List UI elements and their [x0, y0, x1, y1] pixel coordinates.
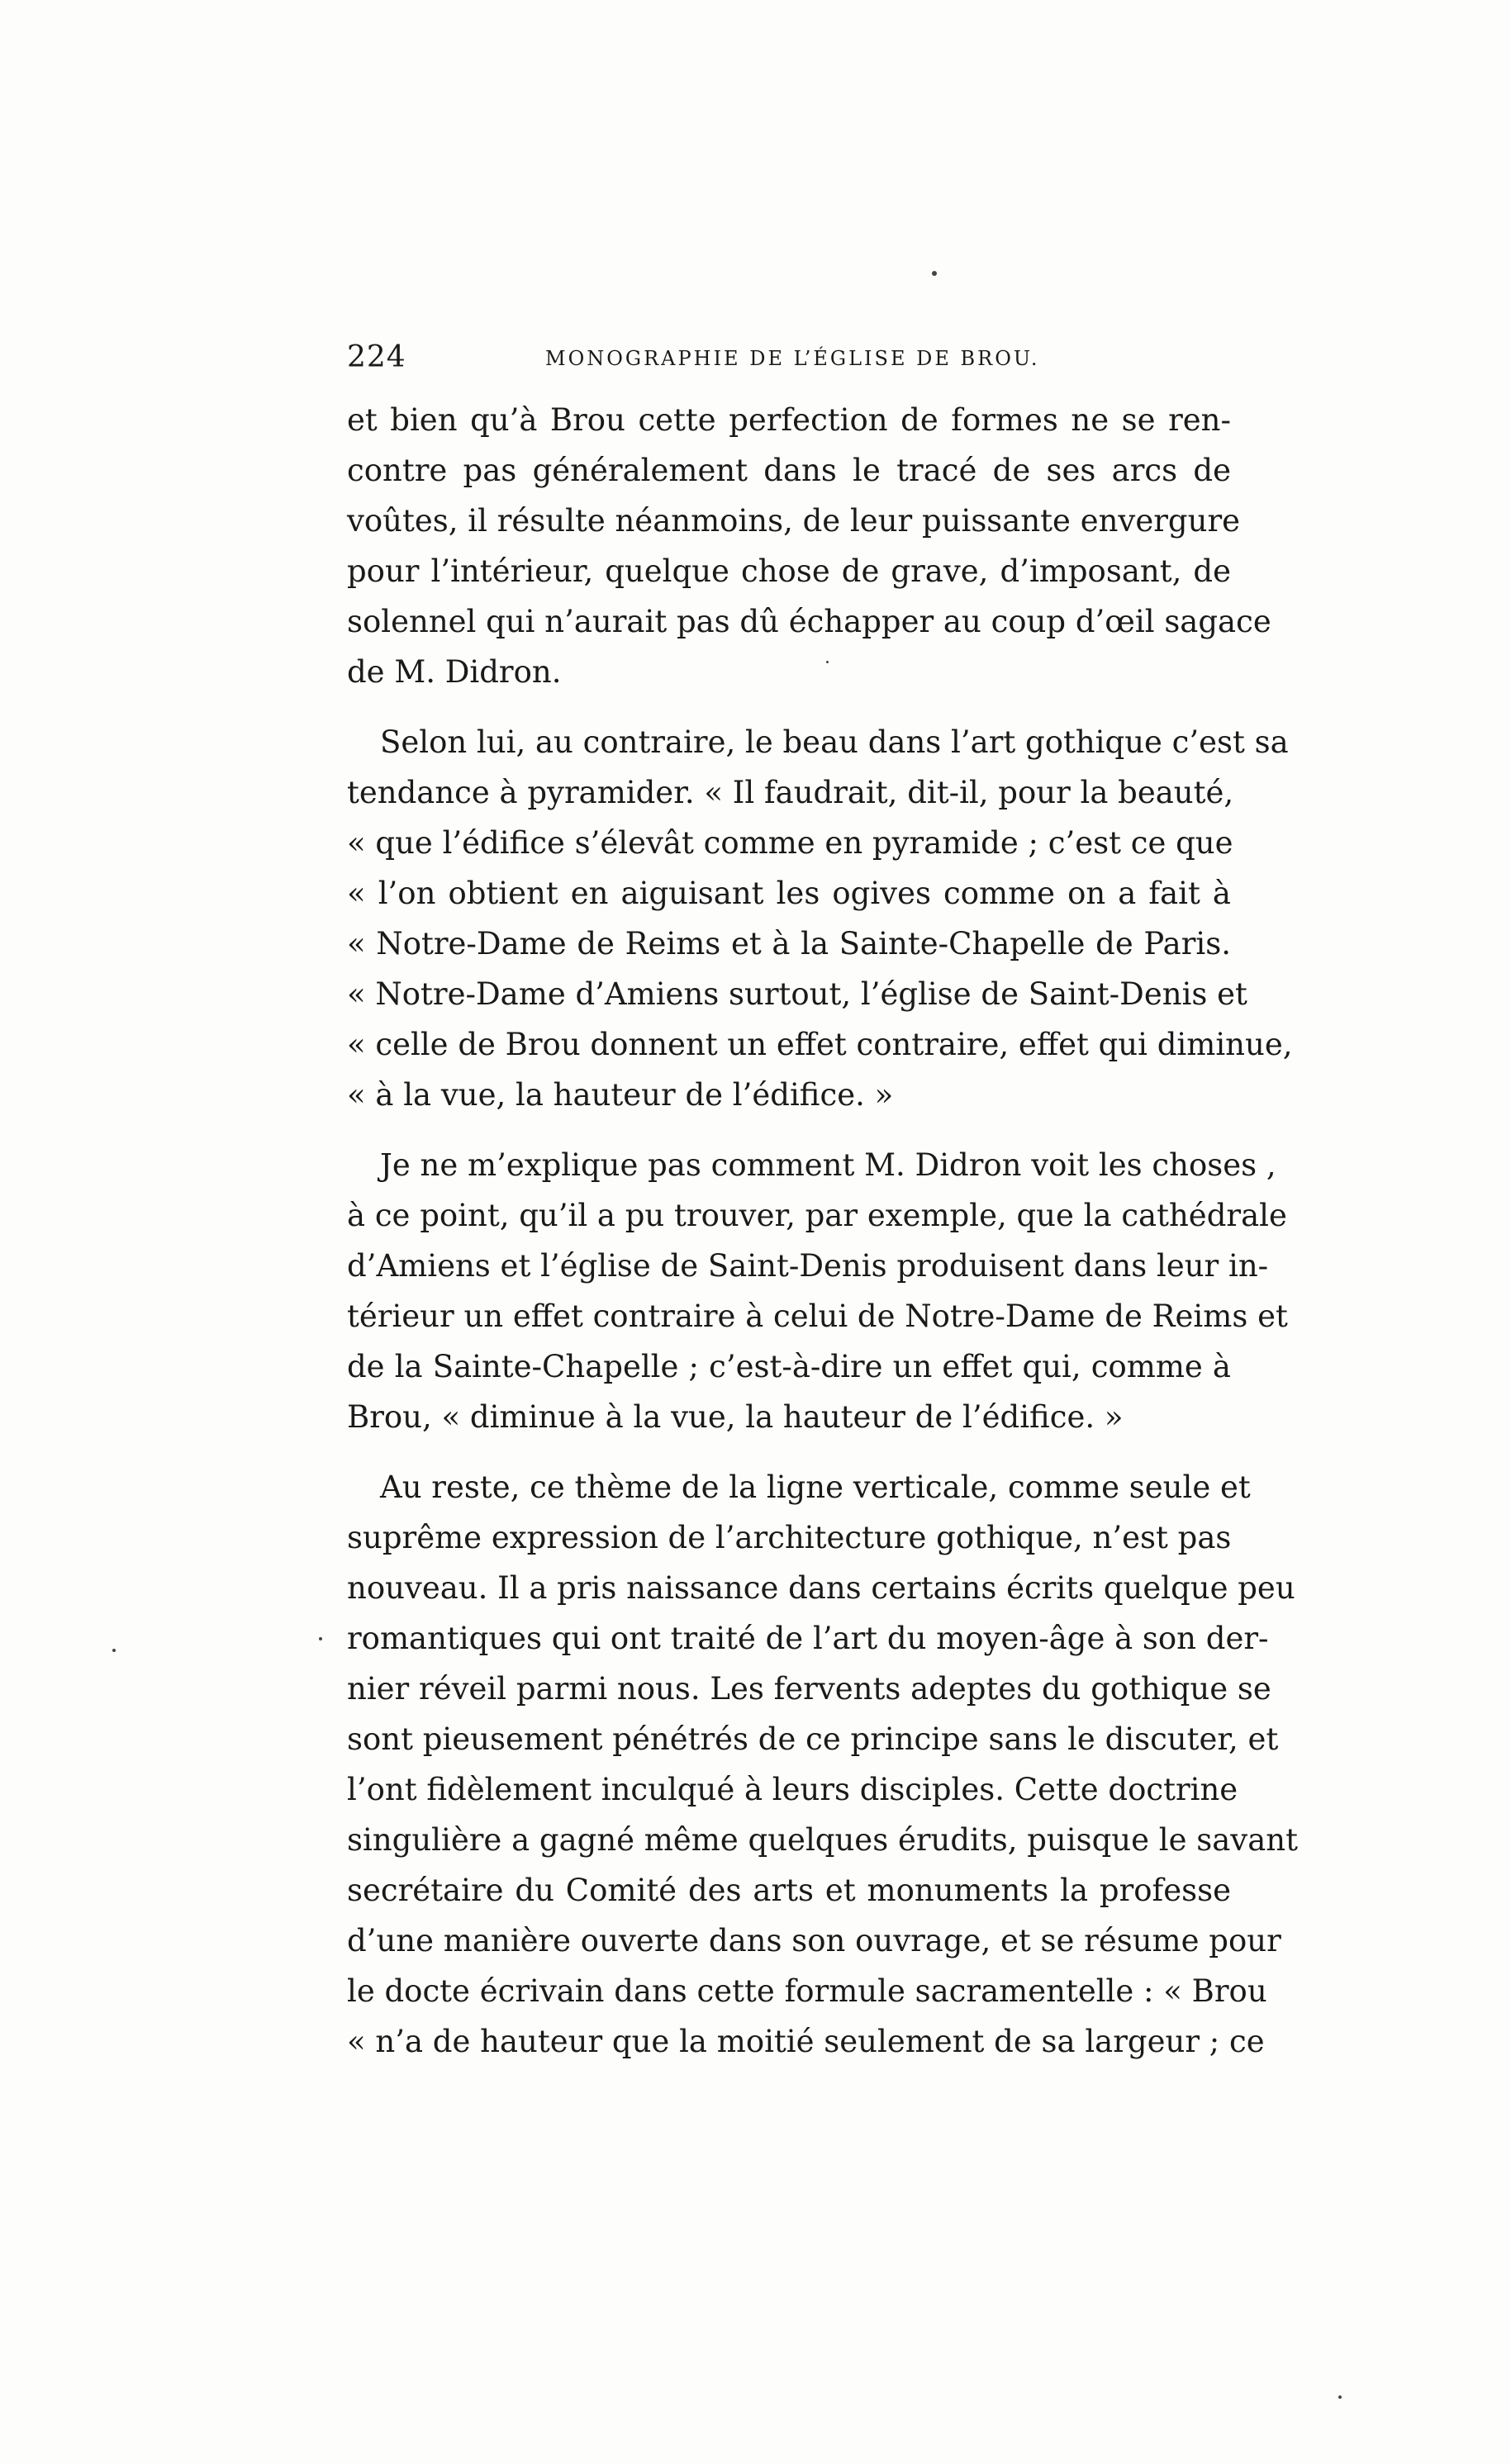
- text-line: suprême expression de l’architecture gothique, n’est pas: [347, 1520, 1232, 1555]
- text-line: « l’on obtient en aiguisant les ogives comme on a fait à: [347, 876, 1231, 911]
- text-line: de la Sainte-Chapelle ; c’est-à-dire un effet qui, comme à: [347, 1349, 1231, 1384]
- text-line: singulière a gagné même quelques érudits, puisque le savant: [347, 1822, 1298, 1858]
- paragraph-4: [347, 1462, 1298, 2067]
- text-line: Je ne m’explique pas comment M. Didron voit les choses ,: [380, 1147, 1276, 1183]
- page-header: [347, 340, 1247, 382]
- text-line: d’une manière ouverte dans son ouvrage, et se résume pour: [347, 1923, 1281, 1958]
- running-title: MONOGRAPHIE DE L’ÉGLISE DE BROU.: [545, 347, 1040, 370]
- text-line: Selon lui, au contraire, le beau dans l’art gothique c’est sa: [380, 724, 1289, 760]
- paragraph-3: [347, 1140, 1288, 1442]
- page-number: 224: [347, 340, 406, 374]
- text-line: pour l’intérieur, quelque chose de grave, d’imposant, de: [347, 553, 1231, 589]
- text-line: « Notre-Dame de Reims et à la Sainte-Chapelle de Paris.: [347, 926, 1231, 961]
- text-line: le docte écrivain dans cette formule sacramentelle : « Brou: [347, 1973, 1267, 2009]
- text-line: « Notre-Dame d’Amiens surtout, l’église de Saint-Denis et: [347, 976, 1247, 1012]
- scan-speck: [1338, 2395, 1342, 2399]
- text-line: « celle de Brou donnent un effet contraire, effet qui diminue,: [347, 1027, 1293, 1062]
- text-line: d’Amiens et l’église de Saint-Denis produisent dans leur in-: [347, 1248, 1269, 1284]
- text-line: solennel qui n’aurait pas dû échapper au coup d’œil sagace: [347, 604, 1271, 639]
- text-line: sont pieusement pénétrés de ce principe sans le discuter, et: [347, 1721, 1279, 1757]
- text-line: « n’a de hauteur que la moitié seulement de sa largeur ; ce: [347, 2024, 1265, 2059]
- body-text: [347, 395, 1298, 2067]
- text-line: « que l’édifice s’élevât comme en pyramide ; c’est ce que: [347, 825, 1233, 861]
- text-line: romantiques qui ont traité de l’art du moyen-âge à son der-: [347, 1621, 1269, 1656]
- text-line: térieur un effet contraire à celui de Notre-Dame de Reims et: [347, 1298, 1288, 1334]
- text-line: voûtes, il résulte néanmoins, de leur puissante envergure: [347, 503, 1241, 539]
- scan-speck: [112, 1649, 116, 1652]
- text-line: contre pas généralement dans le tracé de ses arcs de: [347, 453, 1231, 488]
- text-line: Au reste, ce thème de la ligne verticale, comme seule et: [380, 1469, 1251, 1505]
- text-line: « à la vue, la hauteur de l’édifice. »: [347, 1077, 894, 1113]
- paragraph-1: [347, 395, 1271, 697]
- text-line: nier réveil parmi nous. Les fervents adeptes du gothique se: [347, 1671, 1271, 1707]
- text-line: tendance à pyramider. « Il faudrait, dit-il, pour la beauté,: [347, 775, 1234, 810]
- scan-speck: [826, 661, 829, 663]
- text-line: l’ont fidèlement inculqué à leurs disciples. Cette doctrine: [347, 1772, 1238, 1807]
- text-line: à ce point, qu’il a pu trouver, par exemple, que la cathédrale: [347, 1198, 1287, 1233]
- scan-speck: [932, 271, 937, 276]
- scan-speck: [319, 1637, 322, 1640]
- text-line: secrétaire du Comité des arts et monuments la professe: [347, 1873, 1231, 1908]
- text-line: de M. Didron.: [347, 654, 562, 690]
- text-line: nouveau. Il a pris naissance dans certains écrits quelque peu: [347, 1570, 1295, 1606]
- paragraph-2: [347, 717, 1293, 1120]
- text-line: et bien qu’à Brou cette perfection de formes ne se ren-: [347, 402, 1231, 438]
- text-line: Brou, « diminue à la vue, la hauteur de l’édifice. »: [347, 1399, 1124, 1435]
